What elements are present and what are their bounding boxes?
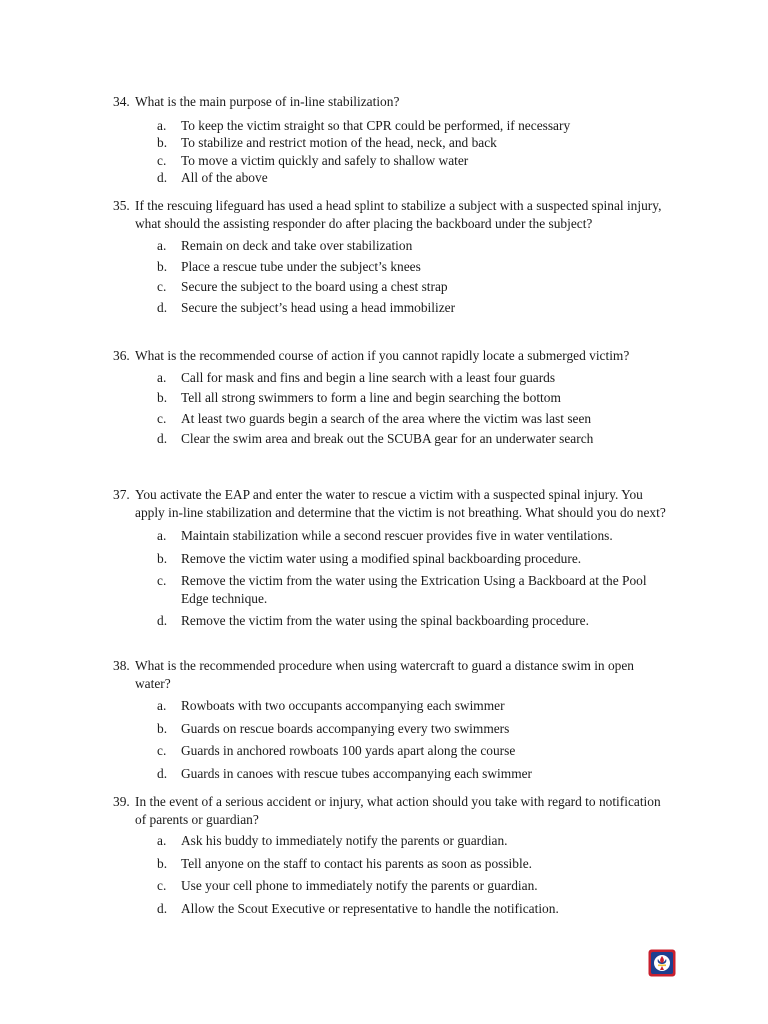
answer-option (113, 389, 673, 407)
option-text: At least two guards begin a search of the area where the victim was last seen (181, 410, 592, 426)
option-letter: d. (157, 431, 168, 446)
answer-option (113, 877, 673, 895)
answer-option (113, 527, 673, 545)
answer-option (113, 742, 673, 760)
option-text: Use your cell phone to immediately notify the parents or guardian. (181, 878, 538, 893)
answer-option (113, 152, 673, 170)
option-letter: c. (157, 573, 167, 588)
option-text: Remove the victim from the water using the spinal backboarding procedure. (181, 613, 589, 628)
answer-option (113, 550, 673, 568)
option-letter: c. (157, 152, 167, 168)
option-text: Secure the subject to the board using a chest strap (181, 279, 448, 294)
answer-option (113, 237, 673, 255)
question-text: In the event of a serious accident or injury, what action should you take with regard to notification of parents or guardian? (135, 794, 661, 827)
answer-option (113, 697, 673, 715)
question-text: If the rescuing lifeguard has used a head splint to stabilize a subject with a suspected spinal injury, what should the assisting responder do after placing the backboard under the subject? (135, 198, 662, 231)
question-text: You activate the EAP and enter the water to rescue a victim with a suspected spinal injury. You apply in-line stabilization and determine that the victim is not breathing. What should you do next? (135, 487, 666, 520)
question-34 (113, 93, 673, 187)
option-text: Clear the swim area and break out the SCUBA gear for an underwater search (181, 431, 594, 446)
answer-options (113, 369, 673, 448)
answer-option (113, 900, 673, 918)
answer-option (113, 299, 673, 317)
option-letter: a. (157, 698, 167, 713)
option-letter: b. (157, 550, 168, 566)
logo-svg (648, 949, 676, 977)
option-text: Call for mask and fins and begin a line search with a least four guards (181, 369, 556, 385)
answer-option (113, 169, 673, 187)
question-text: What is the recommended course of action if you cannot rapidly locate a submerged victim? (135, 348, 630, 363)
option-letter: a. (157, 117, 167, 133)
question-number: 38. (113, 658, 130, 673)
option-letter: d. (157, 900, 168, 916)
question-number: 36. (113, 348, 130, 363)
option-letter: a. (157, 833, 167, 848)
option-letter: b. (157, 135, 168, 150)
option-text: Ask his buddy to immediately notify the parents or guardian. (181, 833, 508, 848)
option-letter: b. (157, 258, 168, 274)
option-letter: b. (157, 720, 168, 736)
option-text: Tell anyone on the staff to contact his parents as soon as possible. (181, 855, 532, 871)
option-text: To stabilize and restrict motion of the head, neck, and back (181, 135, 497, 150)
option-text: Remain on deck and take over stabilization (181, 238, 413, 253)
question-number: 39. (113, 794, 130, 809)
option-letter: d. (157, 170, 168, 185)
question-37 (113, 486, 673, 630)
answer-option (113, 258, 673, 276)
answer-option (113, 369, 673, 387)
option-text: Secure the subject’s head using a head immobilizer (181, 299, 456, 315)
answer-option (113, 855, 673, 873)
option-letter: c. (157, 410, 167, 426)
question-35 (113, 197, 673, 316)
option-text: To move a victim quickly and safely to shallow water (181, 152, 469, 168)
option-text: All of the above (181, 170, 268, 185)
logo-band (658, 965, 666, 967)
option-text: Maintain stabilization while a second rescuer provides five in water ventilations. (181, 528, 613, 543)
option-letter: c. (157, 743, 167, 758)
option-text: Guards on rescue boards accompanying every two swimmers (181, 720, 510, 736)
option-text: Guards in canoes with rescue tubes accompanying each swimmer (181, 765, 533, 781)
answer-options (113, 697, 673, 782)
option-letter: a. (157, 369, 167, 385)
answer-option (113, 117, 673, 135)
option-letter: a. (157, 238, 167, 253)
option-text: Place a rescue tube under the subject’s knees (181, 258, 421, 274)
option-text: Remove the victim water using a modified spinal backboarding procedure. (181, 550, 582, 566)
question-number: 37. (113, 487, 130, 502)
answer-option (113, 134, 673, 152)
option-letter: a. (157, 528, 167, 543)
answer-option (113, 765, 673, 783)
option-letter: c. (157, 279, 167, 294)
option-letter: d. (157, 299, 168, 315)
option-letter: d. (157, 613, 168, 628)
option-text: Allow the Scout Executive or representative to handle the notification. (181, 900, 559, 916)
answer-options (113, 832, 673, 917)
option-letter: c. (157, 878, 167, 893)
answer-option (113, 430, 673, 448)
answer-option (113, 612, 673, 630)
question-text: What is the main purpose of in-line stabilization? (135, 94, 400, 109)
answer-options (113, 237, 673, 316)
fleur-de-lis-badge-icon (648, 949, 676, 977)
question-number: 35. (113, 198, 130, 213)
option-letter: b. (157, 390, 168, 405)
answer-option (113, 278, 673, 296)
option-text: To keep the victim straight so that CPR could be performed, if necessary (181, 117, 571, 133)
answer-options (113, 527, 673, 630)
option-text: Rowboats with two occupants accompanying each swimmer (181, 698, 505, 713)
answer-option (113, 832, 673, 850)
answer-option (113, 410, 673, 428)
answer-option (113, 572, 673, 607)
question-39 (113, 793, 673, 917)
option-text: Tell all strong swimmers to form a line and begin searching the bottom (181, 390, 561, 405)
question-38 (113, 657, 673, 782)
option-letter: d. (157, 765, 168, 781)
answer-options (113, 117, 673, 187)
question-number: 34. (113, 94, 130, 109)
question-36 (113, 347, 673, 448)
question-text: What is the recommended procedure when using watercraft to guard a distance swim in open water? (135, 658, 634, 691)
option-text: Guards in anchored rowboats 100 yards apart along the course (181, 743, 516, 758)
option-letter: b. (157, 855, 168, 871)
answer-option (113, 720, 673, 738)
option-text: Remove the victim from the water using the Extrication Using a Backboard at the Pool Edge technique. (181, 573, 647, 606)
